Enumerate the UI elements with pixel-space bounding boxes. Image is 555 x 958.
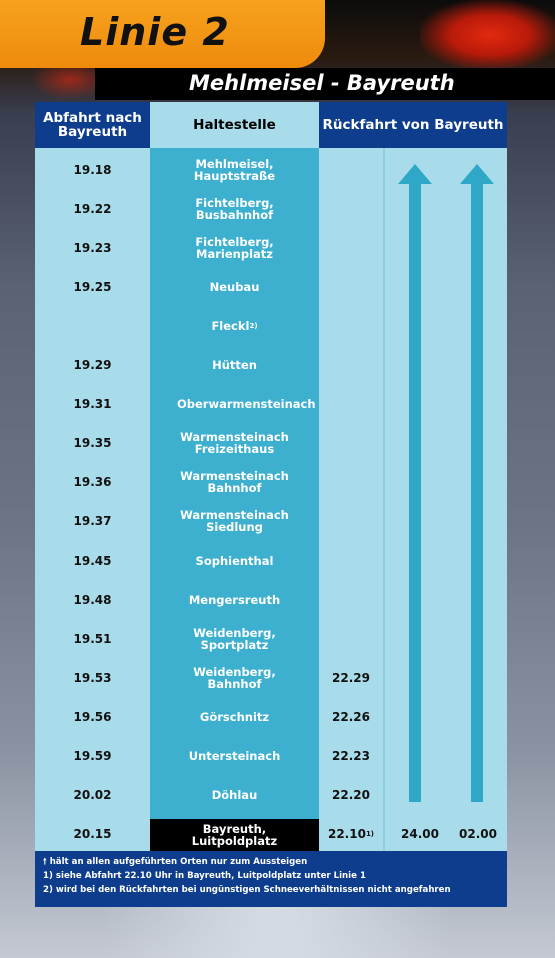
stop-name (150, 189, 319, 228)
departure-time: 19.29 (73, 358, 112, 372)
return-time-late: 24.00 (401, 827, 439, 842)
return-time (319, 424, 383, 463)
stop-name (150, 267, 319, 306)
return-time (319, 150, 383, 189)
background-light (420, 0, 555, 70)
stop-name-text: Warmensteinach Freizeithaus (180, 430, 289, 457)
return-time (319, 697, 383, 736)
stop-name (150, 697, 319, 736)
table-row (35, 267, 507, 306)
return-time (319, 306, 383, 345)
header-departure: Abfahrt nach Bayreuth (35, 102, 150, 148)
stop-name-text: Untersteinach (188, 749, 281, 763)
departure-time (35, 306, 150, 345)
footnote-1: 1) siehe Abfahrt 22.10 Uhr in Bayreuth, Luitpoldplatz unter Linie 1 (43, 871, 366, 881)
stop-name-text: Oberwarmensteinach (177, 397, 316, 412)
stop-name-text: Mehlmeisel, Hauptstraße (193, 156, 276, 183)
arrow-up-icon (397, 162, 433, 804)
stop-name (150, 150, 319, 189)
table-row (35, 385, 507, 424)
stop-name (150, 737, 319, 776)
departure-time: 19.51 (73, 631, 112, 646)
table-row (35, 346, 507, 385)
table-row (35, 697, 507, 736)
table-row (35, 189, 507, 228)
departure-time: 19.36 (73, 475, 112, 490)
return-time (319, 502, 383, 541)
route-name: Mehlmeisel - Bayreuth (189, 71, 455, 95)
table-row (35, 228, 507, 267)
return-time-night: 02.00 (459, 827, 497, 842)
return-time (319, 346, 383, 385)
return-time (319, 776, 383, 815)
return-time (319, 463, 383, 502)
table-row (35, 463, 507, 502)
table-row (35, 815, 507, 854)
line-title: Linie 2 (80, 10, 230, 54)
return-time (319, 658, 383, 697)
table-row (35, 619, 507, 658)
departure-time: 19.56 (73, 709, 112, 724)
footnotes (35, 851, 507, 907)
return-time (319, 619, 383, 658)
footnote-arrow-text: hält an allen aufgeführten Orten nur zum Aussteigen (49, 857, 308, 867)
departure-time: 19.48 (73, 592, 112, 607)
stop-name (150, 463, 319, 502)
departure-time: 19.18 (73, 162, 112, 177)
stop-name (150, 424, 319, 463)
stop-name (150, 819, 319, 852)
stop-name (150, 346, 319, 385)
stop-name-text: Döhlau (211, 788, 258, 803)
departure-time: 19.45 (73, 553, 112, 568)
departure-time: 19.25 (73, 279, 112, 294)
departure-time: 19.22 (73, 201, 112, 216)
stop-name-text: Mengersreuth (188, 592, 281, 607)
stop-name-text: Neubau (209, 279, 260, 294)
arrow-up-icon (459, 162, 495, 804)
table-row (35, 150, 507, 189)
stop-name-text: Fichtelberg, Busbahnhof (195, 195, 274, 222)
arrow-up-icon: 🠕 (43, 857, 47, 867)
return-time (319, 189, 383, 228)
stop-name (150, 228, 319, 267)
table-row (35, 541, 507, 580)
footnote-arrow (43, 855, 507, 869)
table-row (35, 776, 507, 815)
return-time (319, 541, 383, 580)
departure-time: 19.23 (73, 240, 112, 255)
return-time-text: 22.20 (332, 788, 370, 803)
stop-name-text: Weidenberg, Bahnhof (193, 664, 276, 691)
stop-name (150, 541, 319, 580)
departure-time: 19.35 (73, 436, 112, 451)
stop-name-text: Warmensteinach Siedlung (180, 508, 289, 535)
table-row (35, 502, 507, 541)
table-row (35, 737, 507, 776)
table-row (35, 306, 507, 345)
return-time-text: 22.10 (327, 827, 366, 842)
stop-name (150, 580, 319, 619)
return-time: 22.10 1) (327, 827, 375, 842)
return-time (319, 580, 383, 619)
return-time (319, 737, 383, 776)
route-bar (95, 68, 555, 100)
stop-name-text: Fleckl (211, 318, 250, 333)
departure-time: 19.37 (73, 514, 112, 529)
stop-name-text: Sophienthal (195, 553, 274, 568)
return-time (319, 385, 383, 424)
stop-name: Fleckl 2) (211, 318, 258, 333)
departure-time: 19.59 (73, 749, 112, 763)
departure-time: 19.31 (73, 397, 112, 412)
line-title-tab (0, 0, 325, 68)
stop-name (150, 385, 319, 424)
return-time-text: 22.29 (332, 670, 370, 685)
stop-name-text: Bayreuth, Luitpoldplatz (191, 822, 278, 849)
table-row (35, 658, 507, 697)
footnote-2: 2) wird bei den Rückfahrten bei ungünstigen Schneeverhältnissen nicht angefahren (43, 885, 451, 895)
stop-name (150, 619, 319, 658)
return-time-text: 22.26 (332, 709, 370, 724)
return-time (319, 267, 383, 306)
header-return: Rückfahrt von Bayreuth (319, 102, 507, 148)
table-row (35, 580, 507, 619)
table-row (35, 424, 507, 463)
return-time-text: 22.23 (332, 749, 370, 763)
stop-name (150, 776, 319, 815)
departure-time: 19.53 (73, 670, 112, 685)
stop-name-text: Hütten (212, 358, 257, 372)
stop-name-text: Warmensteinach Bahnhof (180, 469, 289, 496)
stop-name-text: Görschnitz (199, 709, 270, 724)
departure-time: 20.15 (73, 827, 112, 842)
header-stop: Haltestelle (150, 102, 319, 148)
stop-name-text: Weidenberg, Sportplatz (193, 625, 276, 652)
stop-name (150, 502, 319, 541)
stop-name-text: Fichtelberg, Marienplatz (195, 234, 274, 261)
stop-name (150, 658, 319, 697)
departure-time: 20.02 (73, 788, 112, 803)
return-time (319, 228, 383, 267)
